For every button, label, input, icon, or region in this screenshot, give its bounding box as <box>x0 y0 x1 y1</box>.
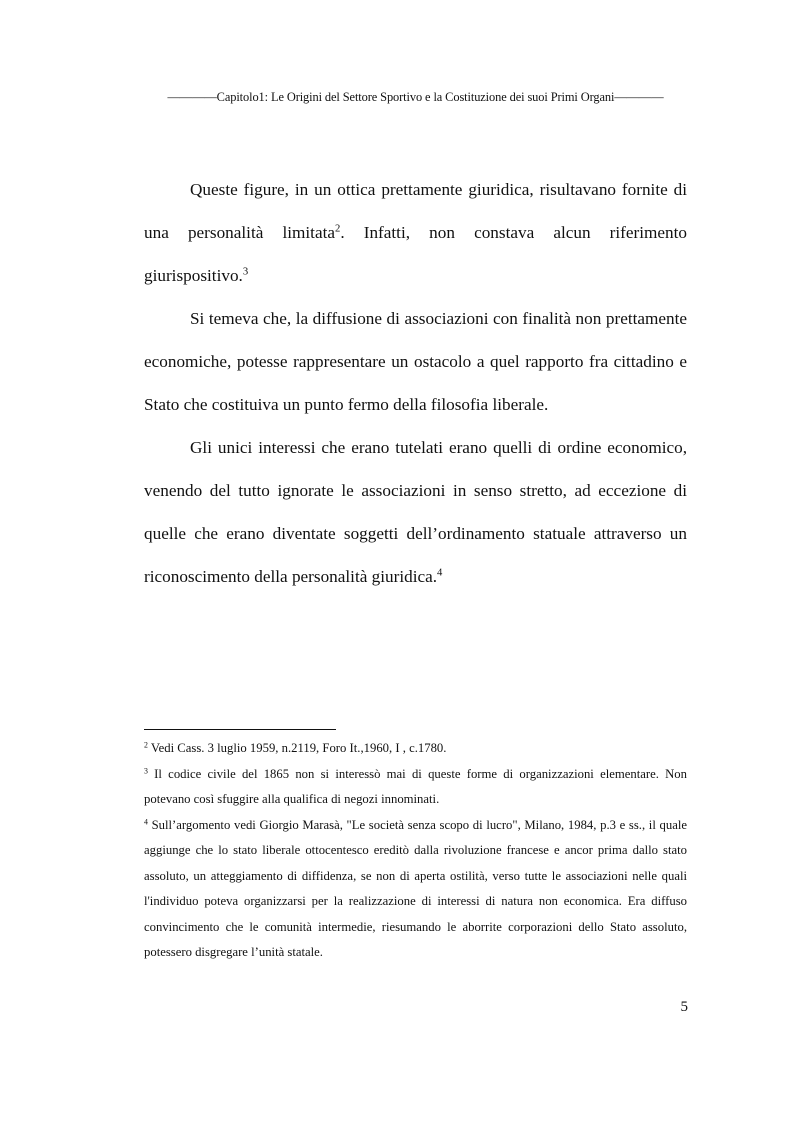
body-text <box>144 168 687 598</box>
paragraph-2: Si temeva che, la diffusione di associazioni con finalità non prettamente economiche, potesse rappresentare un ostacolo a quel rapporto fra cittadino e Stato che costituiva un punto fermo della filosofia liberale. <box>144 309 687 414</box>
paragraph-3 <box>144 426 687 598</box>
footnote-text: Il codice civile del 1865 non si interessò mai di queste forme di organizzazioni elementare. Non potevano così sfuggire alla qualifica di negozi innominati. <box>144 766 687 806</box>
footnote-3 <box>144 762 687 813</box>
footnote-number: 4 <box>144 816 148 826</box>
running-header: ————Capitolo1: Le Origini del Settore Sportivo e la Costituzione dei suoi Primi Organi———— <box>167 90 664 104</box>
footnote-ref-4: 4 <box>437 567 443 579</box>
paragraph-3-text: Gli unici interessi che erano tutelati erano quelli di ordine economico, venendo del tutto ignorate le associazioni in senso stretto, ad eccezione di quelle che erano diventate soggetti dell’ordinamento statuale attraverso un riconoscimento della personalità giuridica. <box>144 438 687 586</box>
footnote-separator <box>144 729 336 730</box>
footnote-ref-3: 3 <box>242 266 249 278</box>
footnote-number: 2 <box>144 740 148 750</box>
paragraph-1-text-a: Queste figure, in un ottica prettamente giuridica, risultavano fornite di una personalità limitata <box>144 180 687 242</box>
footnote-text: Vedi Cass. 3 luglio 1959, n.2119, Foro It.,1960, I , c.1780. <box>147 741 447 755</box>
footnote-number: 3 <box>144 765 148 775</box>
footnote-ref-2: 2 <box>334 223 341 235</box>
page-number: 5 <box>680 999 688 1015</box>
paragraph-1-text-b: . Infatti, non constava alcun riferimento giurispositivo. <box>144 223 687 285</box>
footnote-text: Sull’argomento vedi Giorgio Marasà, "Le società senza scopo di lucro", Milano, 1984, p.3 e ss., il quale aggiunge che lo stato liberale ottocentesco ereditò dalla rivoluzione francese e ancor prima dallo stato assoluto, un atteggiamento di diffidenza, se non di aperta ostilità, verso tutte le associazioni nelle quali l'individuo poteva organizzarsi per la realizzazione di interessi di natura non economica. Era diffuso convincimento che le comunità intermedie, riesumando le aborrite corporazioni dello Stato assoluto, potessero disgregare l’unità statale. <box>144 817 687 959</box>
footnotes <box>144 736 687 966</box>
paragraph-1 <box>144 168 687 297</box>
footnote-2 <box>144 736 687 762</box>
footnote-4 <box>144 813 687 966</box>
